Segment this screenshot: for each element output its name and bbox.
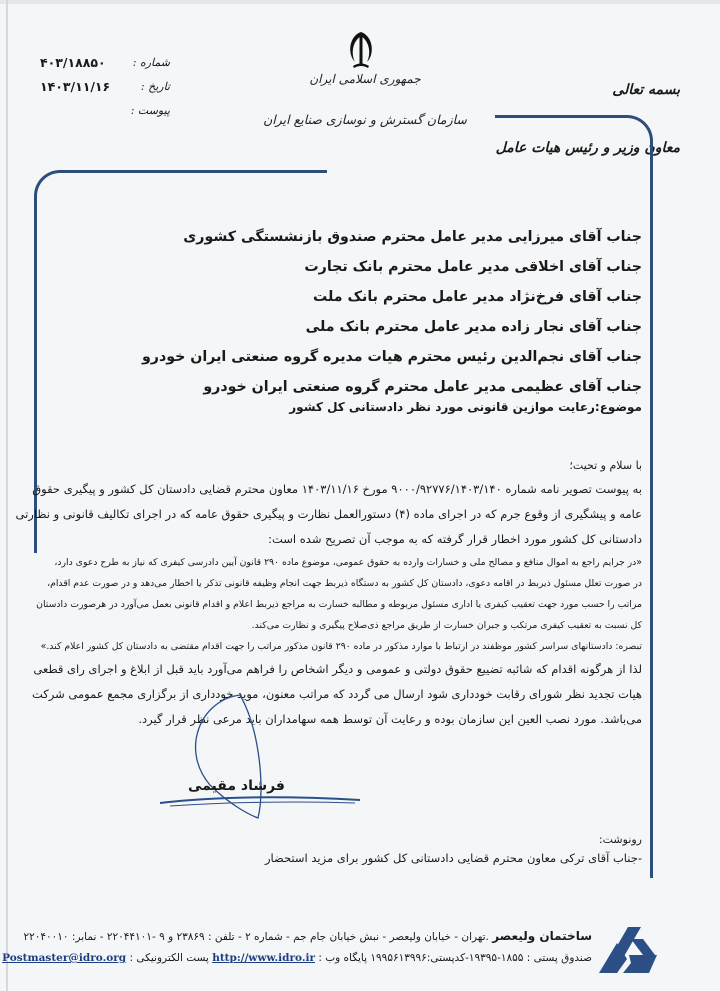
quote-line: «در جرایم راجع به اموال منافع و مصالح ملی و خسارات وارده به حقوق عمومی، موضوع ماده ۲۹۰ قانون آیین دادرسی کیفری که نیاز به طرح دعوی دارد، bbox=[54, 557, 642, 568]
footer-address-line bbox=[23, 925, 592, 947]
signatory-name: فرشاد مقیمی bbox=[188, 778, 285, 794]
bismillah: بسمه تعالی bbox=[612, 82, 680, 98]
quote-line: مراتب را حسب مورد جهت تعقیب کیفری یا اداری مسئول مربوطه و مطالبه خسارت به مراجع ذیربط اعلام و اقدام قانونی بعمل می‌آورد در هرصورت دادستان bbox=[36, 599, 642, 610]
scan-edge bbox=[0, 0, 720, 4]
recipient: جناب آقای نجم‌الدین رئیس محترم هیات مدیره گروه صنعتی ایران خودرو bbox=[141, 349, 642, 365]
website-link[interactable]: http://www.idro.ir bbox=[212, 952, 315, 964]
building-name: ساختمان ولیعصر bbox=[492, 929, 592, 943]
idro-logo-icon bbox=[597, 925, 659, 975]
quote-line: در صورت تعلل مسئول ذیربط در اقامه دعوی، دادستان کل کشور به دستگاه ذیربط جهت انجام وظیفه قانونی تذکر یا اخطار می‌دهد و در صورت عدم اقدام، bbox=[47, 578, 642, 589]
letter-number-label: شماره : bbox=[132, 55, 170, 69]
organization-name: سازمان گسترش و نوسازی صنایع ایران bbox=[263, 112, 467, 127]
republic-title: جمهوری اسلامی ایران bbox=[309, 72, 421, 86]
body-line: به پیوست تصویر نامه شماره ۹۰۰۰/۹۲۷۷۶/۱۴۰۳/۱۴۰ مورخ ۱۴۰۳/۱۱/۱۶ معاون محترم قضایی دادستان کل کشور و پیگیری حقوق bbox=[32, 482, 642, 496]
body-line: عامه و پیشگیری از وقوع جرم که در اجرای ماده (۴) دستورالعمل نظارت و پیگیری حقوق عامه که در اجرای تکالیف قانونی و نظارتی bbox=[15, 507, 642, 521]
recipient: جناب آقای فرخ‌نژاد مدیر عامل محترم بانک ملت bbox=[312, 289, 642, 305]
address-text: .تهران - خیابان ولیعصر - نبش خیابان جام جم - شماره ۲ - تلفن : ۲۳۸۶۹ و ۹ -۲۲۰۴۴۱۰۱ - نمابر: ۲۲۰۴۰۰۱۰ bbox=[23, 931, 489, 943]
subject-line: موضوع:رعایت موازین قانونی مورد نظر دادستانی کل کشور bbox=[289, 400, 642, 414]
iran-emblem-icon bbox=[339, 28, 383, 72]
postal-text: صندوق پستی : ۱۸۵۵-۱۹۳۹۵-کدپستی:۱۹۹۵۶۱۳۹۹۶ پایگاه وب : bbox=[318, 952, 592, 964]
cc-recipient: -جناب آقای ترکی معاون محترم قضایی دادستانی کل کشور برای مزید استحضار bbox=[264, 851, 642, 865]
letter-date: ۱۴۰۳/۱۱/۱۶ bbox=[40, 78, 111, 94]
signature-scribble-icon bbox=[140, 690, 370, 830]
letter-date-label: تاریخ : bbox=[140, 79, 170, 93]
letter-meta bbox=[40, 50, 170, 122]
footer-contact bbox=[2, 925, 592, 969]
recipient-list bbox=[42, 222, 642, 402]
body-line: هیات تجدید نظر شورای رقابت خودداری شود ارسال می گردد که مراتب معنون، موید خودداری از برگزاری مجمع عمومی شرکت bbox=[31, 687, 642, 701]
scan-edge bbox=[6, 0, 8, 991]
department-title: معاون وزیر و رئیس هیات عامل bbox=[495, 140, 680, 156]
body-line: لذا از هرگونه اقدام که شائبه تضییع حقوق دولتی و عمومی و دیگر اشخاص را فراهم می‌آورد باید قبل از ابلاغ و اجرای رای قطعی bbox=[33, 662, 642, 676]
letter-number-row bbox=[40, 50, 170, 74]
recipient: جناب آقای اخلاقی مدیر عامل محترم بانک تجارت bbox=[304, 259, 642, 275]
letter-date-row bbox=[40, 74, 170, 98]
greeting: با سلام و تحیت؛ bbox=[569, 459, 642, 472]
quote-line: کل نسبت به تعقیب کیفری مرتکب و جبران خسارت از طریق مراجع ذی‌صلاح پیگیری و نظارت می‌کند. bbox=[251, 620, 642, 631]
recipient: جناب آقای نجار زاده مدیر عامل محترم بانک ملی bbox=[305, 319, 642, 335]
email-link[interactable]: Postmaster@idro.org bbox=[2, 952, 127, 964]
footer-postal-line bbox=[2, 947, 592, 969]
body-line: می‌باشد. مورد نصب العین این سازمان بوده و رعایت آن توسط همه سهامداران باید مرعی نظر قرار گیرد. bbox=[138, 712, 642, 726]
email-label: پست الکترونیکی : bbox=[129, 952, 209, 964]
recipient: جناب آقای میرزایی مدیر عامل محترم صندوق بازنشستگی کشوری bbox=[183, 229, 642, 245]
body-line: دادستانی کل کشور مورد اخطار قرار گرفته که به موجب آن تصریح شده است: bbox=[268, 532, 642, 546]
attachment-label: پیوست : bbox=[130, 103, 170, 117]
quote-line: تبصره: دادستانهای سراسر کشور موظفند در ارتباط با موارد مذکور در ماده ۲۹۰ قانون مذکور مراتب را جهت اقدام مقتضی به دادستان کل کشور اعلام کند.» bbox=[40, 641, 642, 652]
letter-number: ۴۰۳/۱۸۸۵۰ bbox=[40, 54, 106, 70]
recipient: جناب آقای عظیمی مدیر عامل محترم گروه صنعتی ایران خودرو bbox=[203, 379, 642, 395]
cc-label: رونوشت: bbox=[598, 833, 642, 846]
attachment-row bbox=[40, 98, 170, 122]
